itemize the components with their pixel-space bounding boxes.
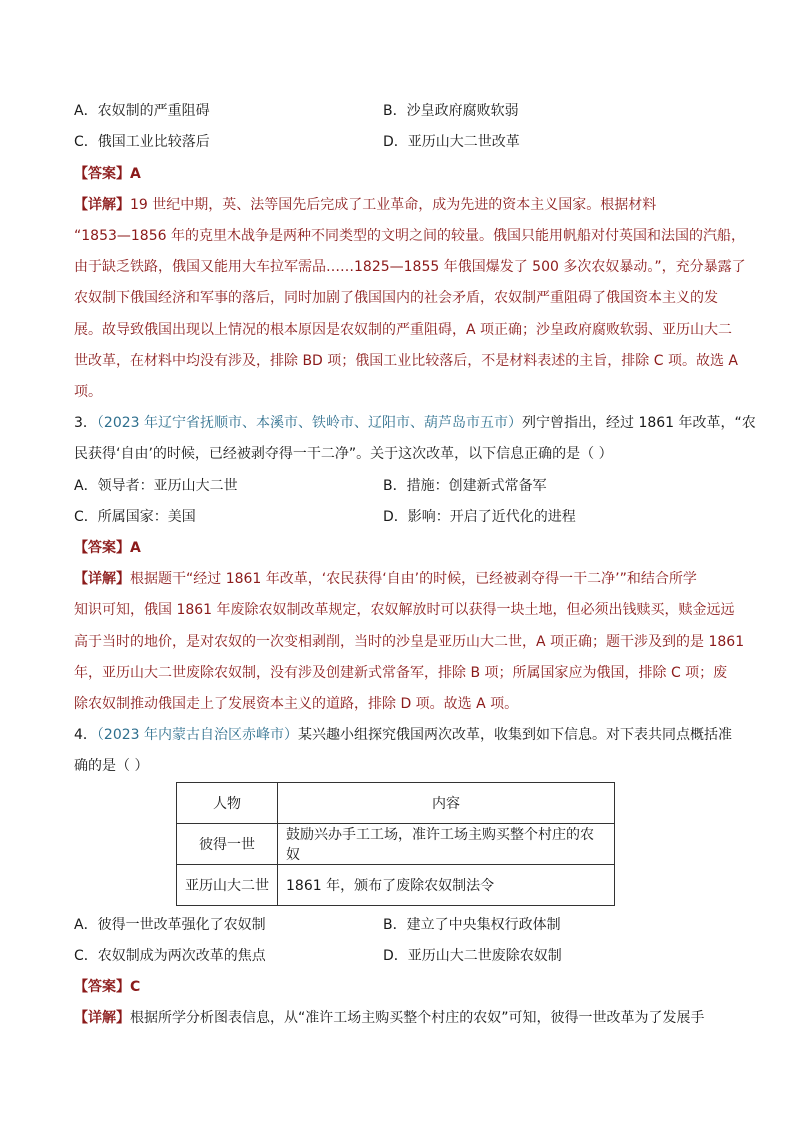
q2-detail-line: 项。 bbox=[74, 384, 102, 400]
q4-stem-line2: 确的是（ ） bbox=[74, 758, 149, 774]
q3-stem-line2: 民获得‘自由’的时候，已经被剥夺得一干二净”。关于这次改革，以下信息正确的是（ ） bbox=[74, 446, 613, 462]
q3-detail-line: 年，亚历山大二世废除农奴制，没有涉及创建新式常备军，排除 B 项；所属国家应为俄国，排除 C 项；废 bbox=[74, 665, 728, 681]
table-row bbox=[177, 824, 615, 865]
q2-answer bbox=[74, 164, 141, 184]
q2-detail-line: 【详解】19 世纪中期，英、法等国先后完成了工业革命，成为先进的资本主义国家。根据材料 bbox=[74, 197, 657, 213]
table-cell: 鼓励兴办手工工场，准许工场主购买整个村庄的农奴 bbox=[278, 824, 615, 865]
q4-option-b: B．建立了中央集权行政体制 bbox=[383, 917, 561, 933]
q2-option-a: A．农奴制的严重阻碍 bbox=[74, 103, 210, 119]
table-row bbox=[177, 865, 615, 906]
q2-detail-line: 世改革，在材料中均没有涉及，排除 BD 项；俄国工业比较落后，不是材料表述的主旨，排除 C 项。故选 A bbox=[74, 353, 738, 369]
q4-detail-line: 【详解】根据所学分析图表信息，从“准许工场主购买整个村庄的农奴”可知，彼得一世改革为了发展手 bbox=[74, 1010, 705, 1026]
q3-detail-line: 高于当时的地价，是对农奴的一次变相剥削，当时的沙皇是亚历山大二世，A 项正确；题干涉及到的是 1861 bbox=[74, 634, 745, 650]
answer-label: 【答案】 bbox=[74, 979, 130, 995]
q3-detail-line: 知识可知，俄国 1861 年废除农奴制改革规定，农奴解放时可以获得一块土地，但必须出钱赎买，赎金远远 bbox=[74, 602, 735, 618]
detail-label: 【详解】 bbox=[74, 571, 130, 587]
q2-option-b: B．沙皇政府腐败软弱 bbox=[383, 103, 519, 119]
q2-detail-line: 农奴制下俄国经济和军事的落后，同时加剧了俄国国内的社会矛盾，农奴制严重阻碍了俄国资本主义的发 bbox=[74, 290, 718, 306]
q3-option-a: A．领导者：亚历山大二世 bbox=[74, 478, 238, 494]
q3-detail-line: 除农奴制推动俄国走上了发展资本主义的道路，排除 D 项。故选 A 项。 bbox=[74, 696, 519, 712]
answer-value: C bbox=[130, 979, 141, 995]
answer-label: 【答案】 bbox=[74, 540, 130, 556]
q3-answer bbox=[74, 538, 141, 558]
q4-stem: 4．（2023 年内蒙古自治区赤峰市）某兴趣小组探究俄国两次改革，收集到如下信息。对下表共同点概括准 bbox=[74, 727, 733, 743]
q3-option-d: D．影响：开启了近代化的进程 bbox=[383, 509, 576, 525]
table-header-cell: 内容 bbox=[278, 783, 615, 824]
q3-detail-line: 【详解】根据题干“经过 1861 年改革，‘农民获得‘自由’的时候，已经被剥夺得一干二净’”和结合所学 bbox=[74, 571, 697, 587]
table-header-row bbox=[177, 783, 615, 824]
question-source: （2023 年辽宁省抚顺市、本溪市、铁岭市、辽阳市、葫芦岛市五市） bbox=[96, 415, 522, 431]
q4-option-d: D．亚历山大二世废除农奴制 bbox=[383, 948, 562, 964]
q2-detail-line: 展。故导致俄国出现以上情况的根本原因是农奴制的严重阻碍，A 项正确；沙皇政府腐败软弱、亚历山大二 bbox=[74, 322, 733, 338]
q2-detail-line: “1853—1856 年的克里木战争是两种不同类型的文明之间的较量。俄国只能用帆船对付英国和法国的汽船， bbox=[74, 228, 745, 244]
q3-option-c: C．所属国家：美国 bbox=[74, 509, 196, 525]
q2-option-c: C．俄国工业比较落后 bbox=[74, 134, 210, 150]
q3-stem: 3．（2023 年辽宁省抚顺市、本溪市、铁岭市、辽阳市、葫芦岛市五市）列宁曾指出，经过 1861 年改革，“农 bbox=[74, 415, 756, 431]
answer-value: A bbox=[130, 540, 141, 556]
detail-label: 【详解】 bbox=[74, 1010, 130, 1026]
q3-option-b: B．措施：创建新式常备军 bbox=[383, 478, 547, 494]
table-cell: 1861 年，颁布了废除农奴制法令 bbox=[278, 865, 615, 906]
detail-label: 【详解】 bbox=[74, 197, 130, 213]
q4-option-c: C．农奴制成为两次改革的焦点 bbox=[74, 948, 266, 964]
reform-table bbox=[176, 782, 615, 906]
q2-option-d: D．亚历山大二世改革 bbox=[383, 134, 520, 150]
table-cell: 彼得一世 bbox=[177, 824, 278, 865]
question-number: 4． bbox=[74, 727, 97, 743]
table-cell: 亚历山大二世 bbox=[177, 865, 278, 906]
question-number: 3． bbox=[74, 415, 97, 431]
question-source: （2023 年内蒙古自治区赤峰市） bbox=[96, 727, 299, 743]
q4-answer bbox=[74, 977, 140, 997]
q2-detail-line: 由于缺乏铁路，俄国又能用大车拉军需品……1825—1855 年俄国爆发了 500 多次农奴暴动。”，充分暴露了 bbox=[74, 259, 746, 275]
q4-option-a: A．彼得一世改革强化了农奴制 bbox=[74, 917, 266, 933]
table-header-cell: 人物 bbox=[177, 783, 278, 824]
answer-value: A bbox=[130, 166, 141, 182]
answer-label: 【答案】 bbox=[74, 166, 130, 182]
